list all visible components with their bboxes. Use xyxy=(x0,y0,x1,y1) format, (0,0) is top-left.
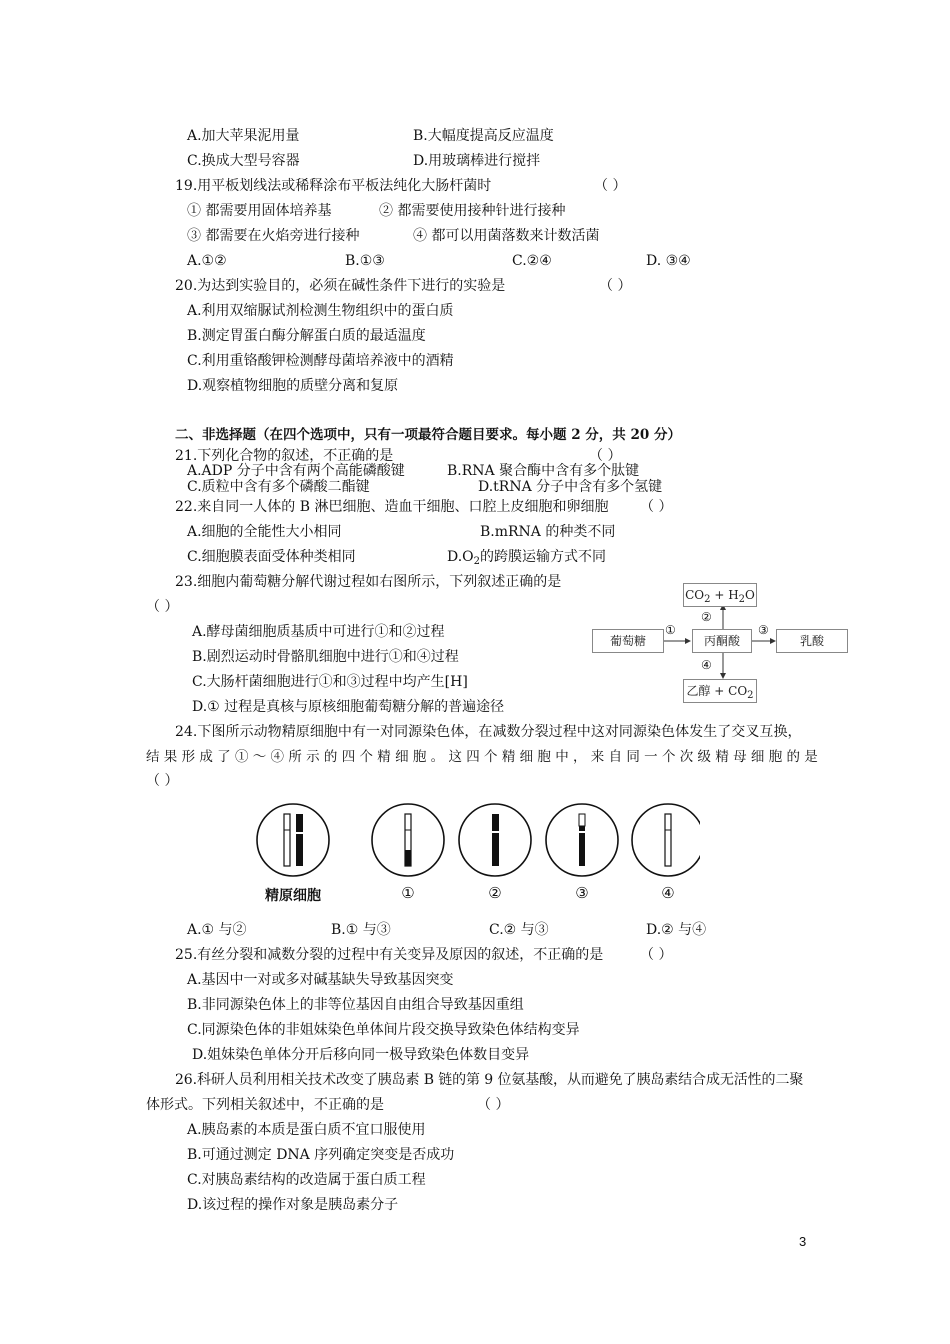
cell-2-caption: ② xyxy=(488,884,502,902)
q23-answer-paren: （ ） xyxy=(146,599,179,615)
q19-statement-4: ④ 都可以用菌落数来计数活菌 xyxy=(413,228,600,244)
glucose-box: 葡萄糖 xyxy=(592,629,664,653)
q19-stem: 19.用平板划线法或稀释涂布平板法纯化大肠杆菌时 xyxy=(175,178,492,194)
q22-option-b: B.mRNA 的种类不同 xyxy=(480,524,616,540)
step-3-label: ③ xyxy=(758,623,769,637)
q22-stem: 22.来自同一人体的 B 淋巴细胞、造血干细胞、口腔上皮细胞和卵细胞 xyxy=(175,499,609,515)
q19-statement-2: ② 都需要使用接种针进行接种 xyxy=(379,203,566,219)
pyruvate-box: 丙酮酸 xyxy=(692,629,752,653)
step-2-label: ② xyxy=(701,610,712,624)
q23-stem: 23.细胞内葡萄糖分解代谢过程如右图所示，下列叙述正确的是 xyxy=(175,574,562,590)
q26-option-d: D.该过程的操作对象是胰岛素分子 xyxy=(187,1197,399,1213)
q23-option-d: D.① 过程是真核与原核细胞葡萄糖分解的普遍途径 xyxy=(192,699,505,715)
q26-option-a: A.胰岛素的本质是蛋白质不宜口服使用 xyxy=(187,1122,426,1138)
cell-1-caption: ① xyxy=(401,884,415,902)
q19-option-b: B.①③ xyxy=(345,253,385,269)
q24-stem-line-1: 24.下图所示动物精原细胞中有一对同源染色体，在减数分裂过程中这对同源染色体发生了交叉互换， xyxy=(175,724,802,740)
q25-option-a: A.基因中一对或多对碱基缺失导致基因突变 xyxy=(187,972,454,988)
q19-statement-1: ① 都需要用固体培养基 xyxy=(187,203,332,219)
q25-answer-paren: （ ） xyxy=(640,947,673,963)
spermatogonium-caption: 精原细胞 xyxy=(265,888,321,904)
q19-option-d: D. ③④ xyxy=(646,253,691,269)
q24-answer-paren: （ ） xyxy=(146,773,179,789)
q22-option-a: A.细胞的全能性大小相同 xyxy=(187,524,342,540)
q25-stem: 25.有丝分裂和减数分裂的过程中有关变异及原因的叙述，不正确的是 xyxy=(175,947,604,963)
sperm-cell-2 xyxy=(459,804,531,876)
q23-option-b: B.剧烈运动时骨骼肌细胞中进行①和④过程 xyxy=(192,649,459,665)
sperm-cell-3 xyxy=(546,804,618,876)
arrowhead-step-1 xyxy=(685,638,691,644)
q19-option-c: C.②④ xyxy=(512,253,552,269)
q23-option-a: A.酵母菌细胞质基质中可进行①和②过程 xyxy=(192,624,445,640)
q22-option-c: C.细胞膜表面受体种类相同 xyxy=(187,549,356,565)
q24-option-b: B.① 与③ xyxy=(331,922,391,938)
q21-option-c: C.质粒中含有多个磷酸二酯键 xyxy=(187,479,370,495)
q21-option-b: B.RNA 聚合酶中含有多个肽键 xyxy=(447,463,640,479)
q20-option-d: D.观察植物细胞的质壁分离和复原 xyxy=(187,378,399,394)
q20-answer-paren: （ ） xyxy=(599,278,632,294)
q26-stem-line-1: 26.科研人员利用相关技术改变了胰岛素 B 链的第 9 位氨基酸，从而避免了胰岛素结合成无活性的二聚 xyxy=(175,1072,804,1088)
q20-option-a: A.利用双缩脲试剂检测生物组织中的蛋白质 xyxy=(187,303,454,319)
q26-option-c: C.对胰岛素结构的改造属于蛋白质工程 xyxy=(187,1172,426,1188)
q19-option-a: A.①② xyxy=(187,253,227,269)
q19-answer-paren: （ ） xyxy=(594,178,627,194)
q18-option-b: B.大幅度提高反应温度 xyxy=(413,128,554,144)
q23-option-c: C.大肠杆菌细胞进行①和③过程中均产生[H] xyxy=(192,674,468,690)
q21-option-d: D.tRNA 分子中含有多个氢键 xyxy=(478,479,663,495)
q25-option-c: C.同源染色体的非姐妹染色单体间片段交换导致染色体结构变异 xyxy=(187,1022,580,1038)
sperm-cell-4 xyxy=(632,804,700,876)
sperm-cell-1 xyxy=(372,804,444,876)
section-heading: 二、非选择题（在四个选项中，只有一项最符合题目要求。每小题 2 分，共 20 分） xyxy=(175,427,681,443)
q26-option-b: B.可通过测定 DNA 序列确定突变是否成功 xyxy=(187,1147,455,1163)
lactate-box: 乳酸 xyxy=(776,629,848,653)
q21-answer-paren: （ ） xyxy=(589,448,622,464)
q26-stem-line-2: 体形式。下列相关叙述中，不正确的是 xyxy=(146,1097,384,1113)
q26-answer-paren: （ ） xyxy=(477,1097,510,1113)
cell-3-caption: ③ xyxy=(575,884,589,902)
q21-stem: 21.下列化合物的叙述，不正确的是 xyxy=(175,448,394,464)
spermatogonium-cell xyxy=(257,804,329,876)
q24-stem-line-2: 结 果 形 成 了 ① ～ ④ 所 示 的 四 个 精 细 胞 。 这 四 个 精 细 胞 中 ， 来 自 同 一 个 次 级 精 母 细 胞 的 是 xyxy=(146,749,818,765)
q20-option-c: C.利用重铬酸钾检测酵母菌培养液中的酒精 xyxy=(187,353,454,369)
sperm-cell-figures xyxy=(255,802,700,882)
cell-4-caption: ④ xyxy=(661,884,675,902)
q19-statement-3: ③ 都需要在火焰旁进行接种 xyxy=(187,228,360,244)
q18-option-d: D.用玻璃棒进行搅拌 xyxy=(413,153,541,169)
q22-answer-paren: （ ） xyxy=(640,499,673,515)
q25-option-d: D.姐妹染色单体分开后移向同一极导致染色体数目变异 xyxy=(192,1047,530,1063)
step-1-label: ① xyxy=(665,623,676,637)
ethanol-co2-box: 乙醇 + $CO_2$ xyxy=(683,679,757,703)
q18-option-a: A.加大苹果泥用量 xyxy=(187,128,300,144)
q18-option-c: C.换成大型号容器 xyxy=(187,153,300,169)
q25-option-b: B.非同源染色体上的非等位基因自由组合导致基因重组 xyxy=(187,997,524,1013)
page-number: 3 xyxy=(799,1234,807,1249)
q22-option-d: $D.O_2$的跨膜运输方式不同 xyxy=(447,549,607,567)
q20-option-b: B.测定胃蛋白酶分解蛋白质的最适温度 xyxy=(187,328,426,344)
q24-option-d: D.② 与④ xyxy=(646,922,707,938)
co2-h2o-box: $CO_2 + H_2O$ xyxy=(683,583,757,607)
step-4-label: ④ xyxy=(701,658,712,672)
q24-option-c: C.② 与③ xyxy=(489,922,549,938)
q24-option-a: A.① 与② xyxy=(187,922,247,938)
q20-stem: 20.为达到实验目的，必须在碱性条件下进行的实验是 xyxy=(175,278,506,294)
q21-option-a: A.ADP 分子中含有两个高能磷酸键 xyxy=(187,463,405,479)
